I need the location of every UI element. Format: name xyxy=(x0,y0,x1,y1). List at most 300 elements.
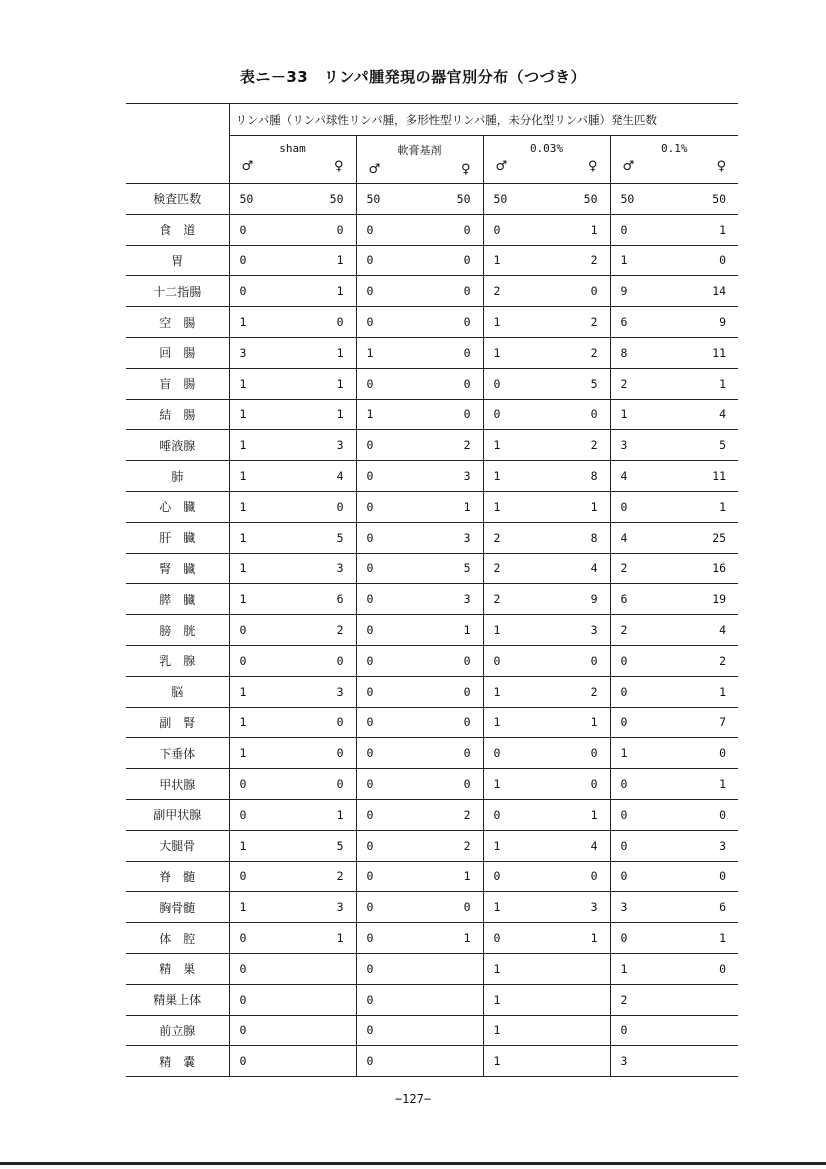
group-0-03 xyxy=(483,136,610,184)
organ-label: 胸骨髄 xyxy=(126,892,229,923)
organ-label: 食 道 xyxy=(126,214,229,245)
male-count: 1 xyxy=(610,245,676,276)
male-count: 0 xyxy=(356,491,422,522)
organ-label: 副 腎 xyxy=(126,707,229,738)
female-count: 2 xyxy=(422,799,483,830)
male-count: 1 xyxy=(229,399,295,430)
male-count: 0 xyxy=(483,738,549,769)
female-count: 1 xyxy=(295,245,356,276)
table-row xyxy=(126,799,738,830)
female-count: 2 xyxy=(676,645,738,676)
male-count: 0 xyxy=(229,645,295,676)
male-count: 0 xyxy=(610,707,676,738)
female-count: 0 xyxy=(422,307,483,338)
female-count xyxy=(549,953,610,984)
male-count: 50 xyxy=(610,184,676,215)
female-count: 25 xyxy=(676,522,738,553)
female-count: 0 xyxy=(422,214,483,245)
female-count: 2 xyxy=(295,615,356,646)
female-count: 5 xyxy=(549,368,610,399)
male-count: 50 xyxy=(356,184,422,215)
female-count: 1 xyxy=(549,491,610,522)
male-count: 0 xyxy=(356,584,422,615)
male-count: 1 xyxy=(229,430,295,461)
female-count: 2 xyxy=(549,430,610,461)
group-label: 0.03% xyxy=(529,142,564,155)
table-row xyxy=(126,245,738,276)
male-count: 1 xyxy=(229,307,295,338)
female-count: 5 xyxy=(422,553,483,584)
corner-cell xyxy=(126,104,229,136)
male-count: 1 xyxy=(483,1046,549,1077)
female-count: 5 xyxy=(295,830,356,861)
male-count: 0 xyxy=(610,830,676,861)
organ-label: 肺 xyxy=(126,461,229,492)
organ-label: 脳 xyxy=(126,676,229,707)
male-count: 1 xyxy=(483,830,549,861)
corner-cell-2 xyxy=(126,136,229,184)
female-count: 0 xyxy=(549,645,610,676)
group-0-1 xyxy=(610,136,738,184)
female-count: 50 xyxy=(676,184,738,215)
female-symbol: ♀ xyxy=(460,162,471,177)
male-count: 0 xyxy=(356,953,422,984)
female-count: 7 xyxy=(676,707,738,738)
male-count: 0 xyxy=(610,923,676,954)
male-count: 3 xyxy=(229,337,295,368)
male-count: 0 xyxy=(356,368,422,399)
female-count: 0 xyxy=(422,676,483,707)
male-count: 0 xyxy=(229,1046,295,1077)
male-count: 1 xyxy=(610,399,676,430)
male-count: 0 xyxy=(610,799,676,830)
organ-label: 精巣上体 xyxy=(126,984,229,1015)
header-row xyxy=(126,104,738,136)
female-count: 2 xyxy=(422,830,483,861)
male-count: 0 xyxy=(229,953,295,984)
male-symbol: ♂ xyxy=(495,159,508,174)
male-count: 1 xyxy=(356,337,422,368)
male-count: 1 xyxy=(483,491,549,522)
male-count: 0 xyxy=(356,245,422,276)
female-count: 6 xyxy=(676,892,738,923)
male-count: 3 xyxy=(610,892,676,923)
female-count: 0 xyxy=(549,861,610,892)
group-header-row xyxy=(126,136,738,184)
male-count: 0 xyxy=(356,984,422,1015)
female-count: 1 xyxy=(549,707,610,738)
table-row xyxy=(126,461,738,492)
table-row xyxy=(126,1046,738,1077)
group-sham xyxy=(229,136,356,184)
male-count: 1 xyxy=(483,707,549,738)
incidence-header: リンパ腫（リンパ球性リンパ腫，多形性型リンパ腫，未分化型リンパ腫）発生匹数 xyxy=(229,104,738,136)
male-count: 0 xyxy=(356,769,422,800)
male-count: 0 xyxy=(356,214,422,245)
table-row xyxy=(126,676,738,707)
female-count: 14 xyxy=(676,276,738,307)
organ-label: 膵 臓 xyxy=(126,584,229,615)
female-count: 1 xyxy=(422,923,483,954)
female-count: 0 xyxy=(295,491,356,522)
male-count: 1 xyxy=(229,830,295,861)
female-count: 0 xyxy=(422,276,483,307)
male-count: 0 xyxy=(229,615,295,646)
male-count: 3 xyxy=(610,1046,676,1077)
male-count: 1 xyxy=(483,337,549,368)
male-count: 2 xyxy=(483,553,549,584)
male-count: 1 xyxy=(483,676,549,707)
female-count: 3 xyxy=(295,892,356,923)
male-count: 1 xyxy=(483,430,549,461)
organ-label: 腎 臓 xyxy=(126,553,229,584)
male-count: 1 xyxy=(229,707,295,738)
female-count: 0 xyxy=(295,738,356,769)
female-count: 5 xyxy=(676,430,738,461)
male-count: 1 xyxy=(483,984,549,1015)
organ-label: 前立腺 xyxy=(126,1015,229,1046)
female-count xyxy=(549,1046,610,1077)
bottom-divider xyxy=(0,1162,826,1165)
female-count: 2 xyxy=(549,307,610,338)
male-count: 0 xyxy=(356,461,422,492)
organ-label: 甲状腺 xyxy=(126,769,229,800)
female-count: 0 xyxy=(549,276,610,307)
male-count: 1 xyxy=(229,461,295,492)
female-count xyxy=(422,1015,483,1046)
organ-label: 唾液腺 xyxy=(126,430,229,461)
male-count: 0 xyxy=(356,645,422,676)
male-count: 0 xyxy=(483,214,549,245)
table-row xyxy=(126,522,738,553)
table-row xyxy=(126,645,738,676)
male-count: 1 xyxy=(483,461,549,492)
organ-label: 肝 臓 xyxy=(126,522,229,553)
female-count: 0 xyxy=(295,645,356,676)
female-count: 1 xyxy=(676,923,738,954)
male-count: 6 xyxy=(610,307,676,338)
female-count: 1 xyxy=(295,276,356,307)
female-count: 2 xyxy=(422,430,483,461)
female-count: 1 xyxy=(676,368,738,399)
female-count: 4 xyxy=(549,553,610,584)
female-count: 2 xyxy=(549,337,610,368)
male-count: 1 xyxy=(483,615,549,646)
male-count: 1 xyxy=(483,953,549,984)
male-count: 1 xyxy=(610,953,676,984)
page-number: −127− xyxy=(394,1092,432,1106)
male-count: 0 xyxy=(356,430,422,461)
table-row xyxy=(126,769,738,800)
female-count: 3 xyxy=(422,461,483,492)
female-count: 4 xyxy=(549,830,610,861)
female-count: 3 xyxy=(295,553,356,584)
female-count xyxy=(549,984,610,1015)
table-row xyxy=(126,584,738,615)
male-count: 0 xyxy=(229,1015,295,1046)
male-count: 0 xyxy=(229,769,295,800)
female-count: 0 xyxy=(676,245,738,276)
female-count: 1 xyxy=(295,368,356,399)
female-count: 4 xyxy=(676,399,738,430)
organ-label: 十二指腸 xyxy=(126,276,229,307)
group-label: 0.1% xyxy=(661,142,688,155)
table-title: 表ニ－33 リンパ腫発現の器官別分布（つづき） xyxy=(239,68,587,86)
table-row xyxy=(126,184,738,215)
female-count: 16 xyxy=(676,553,738,584)
male-symbol: ♂ xyxy=(622,159,635,174)
male-symbol: ♂ xyxy=(241,159,254,174)
male-count: 0 xyxy=(483,399,549,430)
male-count: 0 xyxy=(356,276,422,307)
female-count xyxy=(295,1015,356,1046)
table-row xyxy=(126,615,738,646)
table-row xyxy=(126,399,738,430)
male-count: 0 xyxy=(356,707,422,738)
female-count xyxy=(422,1046,483,1077)
organ-label: 回 腸 xyxy=(126,337,229,368)
female-count: 2 xyxy=(549,676,610,707)
female-count: 8 xyxy=(549,522,610,553)
table-row xyxy=(126,214,738,245)
female-count xyxy=(676,1015,738,1046)
table-row xyxy=(126,337,738,368)
female-count: 50 xyxy=(549,184,610,215)
male-count: 0 xyxy=(610,1015,676,1046)
organ-label: 胃 xyxy=(126,245,229,276)
female-count: 0 xyxy=(422,892,483,923)
male-count: 0 xyxy=(229,276,295,307)
female-count: 0 xyxy=(422,399,483,430)
female-count: 0 xyxy=(422,645,483,676)
table-row xyxy=(126,738,738,769)
male-count: 1 xyxy=(483,892,549,923)
female-count: 0 xyxy=(422,245,483,276)
male-count: 0 xyxy=(229,214,295,245)
male-count: 1 xyxy=(229,491,295,522)
female-count: 1 xyxy=(549,923,610,954)
female-count: 50 xyxy=(295,184,356,215)
male-count: 0 xyxy=(356,738,422,769)
female-count: 11 xyxy=(676,461,738,492)
female-count xyxy=(422,984,483,1015)
male-count: 0 xyxy=(610,645,676,676)
female-count xyxy=(676,1046,738,1077)
organ-label: 空 腸 xyxy=(126,307,229,338)
male-count: 9 xyxy=(610,276,676,307)
female-count: 1 xyxy=(295,799,356,830)
female-count: 1 xyxy=(422,615,483,646)
male-count: 1 xyxy=(229,892,295,923)
male-count: 3 xyxy=(610,430,676,461)
male-count: 1 xyxy=(483,769,549,800)
male-count: 0 xyxy=(229,923,295,954)
male-count: 0 xyxy=(356,615,422,646)
male-count: 2 xyxy=(610,368,676,399)
male-count: 50 xyxy=(229,184,295,215)
female-symbol: ♀ xyxy=(716,159,727,174)
female-count: 5 xyxy=(295,522,356,553)
male-count: 0 xyxy=(356,522,422,553)
female-count: 2 xyxy=(295,861,356,892)
lymphoma-distribution-table xyxy=(126,103,738,1077)
female-count: 0 xyxy=(549,738,610,769)
female-count: 0 xyxy=(422,337,483,368)
female-count: 3 xyxy=(422,522,483,553)
female-count: 0 xyxy=(676,953,738,984)
organ-label: 心 臓 xyxy=(126,491,229,522)
male-count: 0 xyxy=(356,1015,422,1046)
female-symbol: ♀ xyxy=(587,159,598,174)
male-count: 0 xyxy=(483,645,549,676)
organ-label: 検査匹数 xyxy=(126,184,229,215)
table-row xyxy=(126,368,738,399)
organ-label: 結 腸 xyxy=(126,399,229,430)
male-count: 0 xyxy=(229,984,295,1015)
female-count: 4 xyxy=(295,461,356,492)
table-row xyxy=(126,430,738,461)
female-count: 11 xyxy=(676,337,738,368)
male-count: 1 xyxy=(229,738,295,769)
female-count: 50 xyxy=(422,184,483,215)
organ-label: 体 腔 xyxy=(126,923,229,954)
male-count: 1 xyxy=(229,584,295,615)
female-count: 1 xyxy=(676,491,738,522)
female-count: 2 xyxy=(549,245,610,276)
male-count: 1 xyxy=(610,738,676,769)
female-count: 0 xyxy=(422,769,483,800)
female-count: 3 xyxy=(295,676,356,707)
table-row xyxy=(126,307,738,338)
male-count: 0 xyxy=(610,861,676,892)
male-count: 1 xyxy=(483,1015,549,1046)
male-count: 1 xyxy=(483,245,549,276)
male-count: 0 xyxy=(610,214,676,245)
male-count: 0 xyxy=(229,799,295,830)
female-count xyxy=(295,953,356,984)
female-count: 3 xyxy=(422,584,483,615)
female-count xyxy=(422,953,483,984)
table-row xyxy=(126,276,738,307)
female-count: 0 xyxy=(676,738,738,769)
male-count: 0 xyxy=(229,245,295,276)
table-row xyxy=(126,892,738,923)
male-count: 0 xyxy=(356,830,422,861)
male-count: 1 xyxy=(229,553,295,584)
female-count: 0 xyxy=(676,799,738,830)
male-count: 0 xyxy=(356,799,422,830)
female-count: 1 xyxy=(676,214,738,245)
female-count: 1 xyxy=(422,861,483,892)
male-count: 0 xyxy=(610,491,676,522)
male-count: 0 xyxy=(610,676,676,707)
male-count: 8 xyxy=(610,337,676,368)
male-count: 2 xyxy=(483,522,549,553)
male-count: 0 xyxy=(610,769,676,800)
male-count: 4 xyxy=(610,522,676,553)
female-count: 1 xyxy=(676,676,738,707)
table-row xyxy=(126,830,738,861)
male-count: 0 xyxy=(356,307,422,338)
female-count: 1 xyxy=(295,337,356,368)
male-count: 4 xyxy=(610,461,676,492)
female-count: 0 xyxy=(295,769,356,800)
female-count: 0 xyxy=(422,707,483,738)
male-count: 0 xyxy=(356,861,422,892)
table-row xyxy=(126,861,738,892)
group-label: 軟膏基剤 xyxy=(397,144,442,157)
female-count xyxy=(549,1015,610,1046)
female-count: 3 xyxy=(676,830,738,861)
organ-label: 副甲状腺 xyxy=(126,799,229,830)
male-count: 6 xyxy=(610,584,676,615)
male-count: 1 xyxy=(483,307,549,338)
male-count: 50 xyxy=(483,184,549,215)
male-count: 0 xyxy=(356,892,422,923)
female-count: 4 xyxy=(676,615,738,646)
female-count: 3 xyxy=(549,892,610,923)
organ-label: 膀 胱 xyxy=(126,615,229,646)
female-count: 3 xyxy=(295,430,356,461)
female-count: 0 xyxy=(295,707,356,738)
male-count: 0 xyxy=(483,368,549,399)
table-row xyxy=(126,923,738,954)
table-row xyxy=(126,553,738,584)
male-symbol: ♂ xyxy=(368,162,381,177)
male-count: 1 xyxy=(229,368,295,399)
table-body xyxy=(126,184,738,1077)
male-count: 0 xyxy=(483,923,549,954)
female-count: 1 xyxy=(549,214,610,245)
table-row xyxy=(126,707,738,738)
female-count: 1 xyxy=(295,399,356,430)
organ-label: 大腿骨 xyxy=(126,830,229,861)
female-count: 9 xyxy=(549,584,610,615)
organ-label: 脊 髄 xyxy=(126,861,229,892)
table-row xyxy=(126,491,738,522)
group-label: sham xyxy=(279,142,306,155)
male-count: 2 xyxy=(610,553,676,584)
male-count: 0 xyxy=(356,923,422,954)
female-count xyxy=(295,1046,356,1077)
male-count: 0 xyxy=(483,799,549,830)
male-count: 2 xyxy=(483,276,549,307)
female-count: 1 xyxy=(422,491,483,522)
male-count: 1 xyxy=(229,522,295,553)
organ-label: 精 巣 xyxy=(126,953,229,984)
male-count: 0 xyxy=(356,676,422,707)
female-symbol: ♀ xyxy=(333,159,344,174)
female-count: 0 xyxy=(295,307,356,338)
male-count: 0 xyxy=(229,861,295,892)
female-count: 0 xyxy=(549,399,610,430)
female-count: 0 xyxy=(422,738,483,769)
organ-label: 精 嚢 xyxy=(126,1046,229,1077)
male-count: 1 xyxy=(229,676,295,707)
organ-label: 盲 腸 xyxy=(126,368,229,399)
female-count: 0 xyxy=(295,214,356,245)
female-count: 9 xyxy=(676,307,738,338)
male-count: 2 xyxy=(610,615,676,646)
female-count: 0 xyxy=(422,368,483,399)
female-count: 3 xyxy=(549,615,610,646)
female-count xyxy=(676,984,738,1015)
female-count: 6 xyxy=(295,584,356,615)
female-count: 1 xyxy=(549,799,610,830)
table-row xyxy=(126,953,738,984)
organ-label: 下垂体 xyxy=(126,738,229,769)
male-count: 2 xyxy=(610,984,676,1015)
